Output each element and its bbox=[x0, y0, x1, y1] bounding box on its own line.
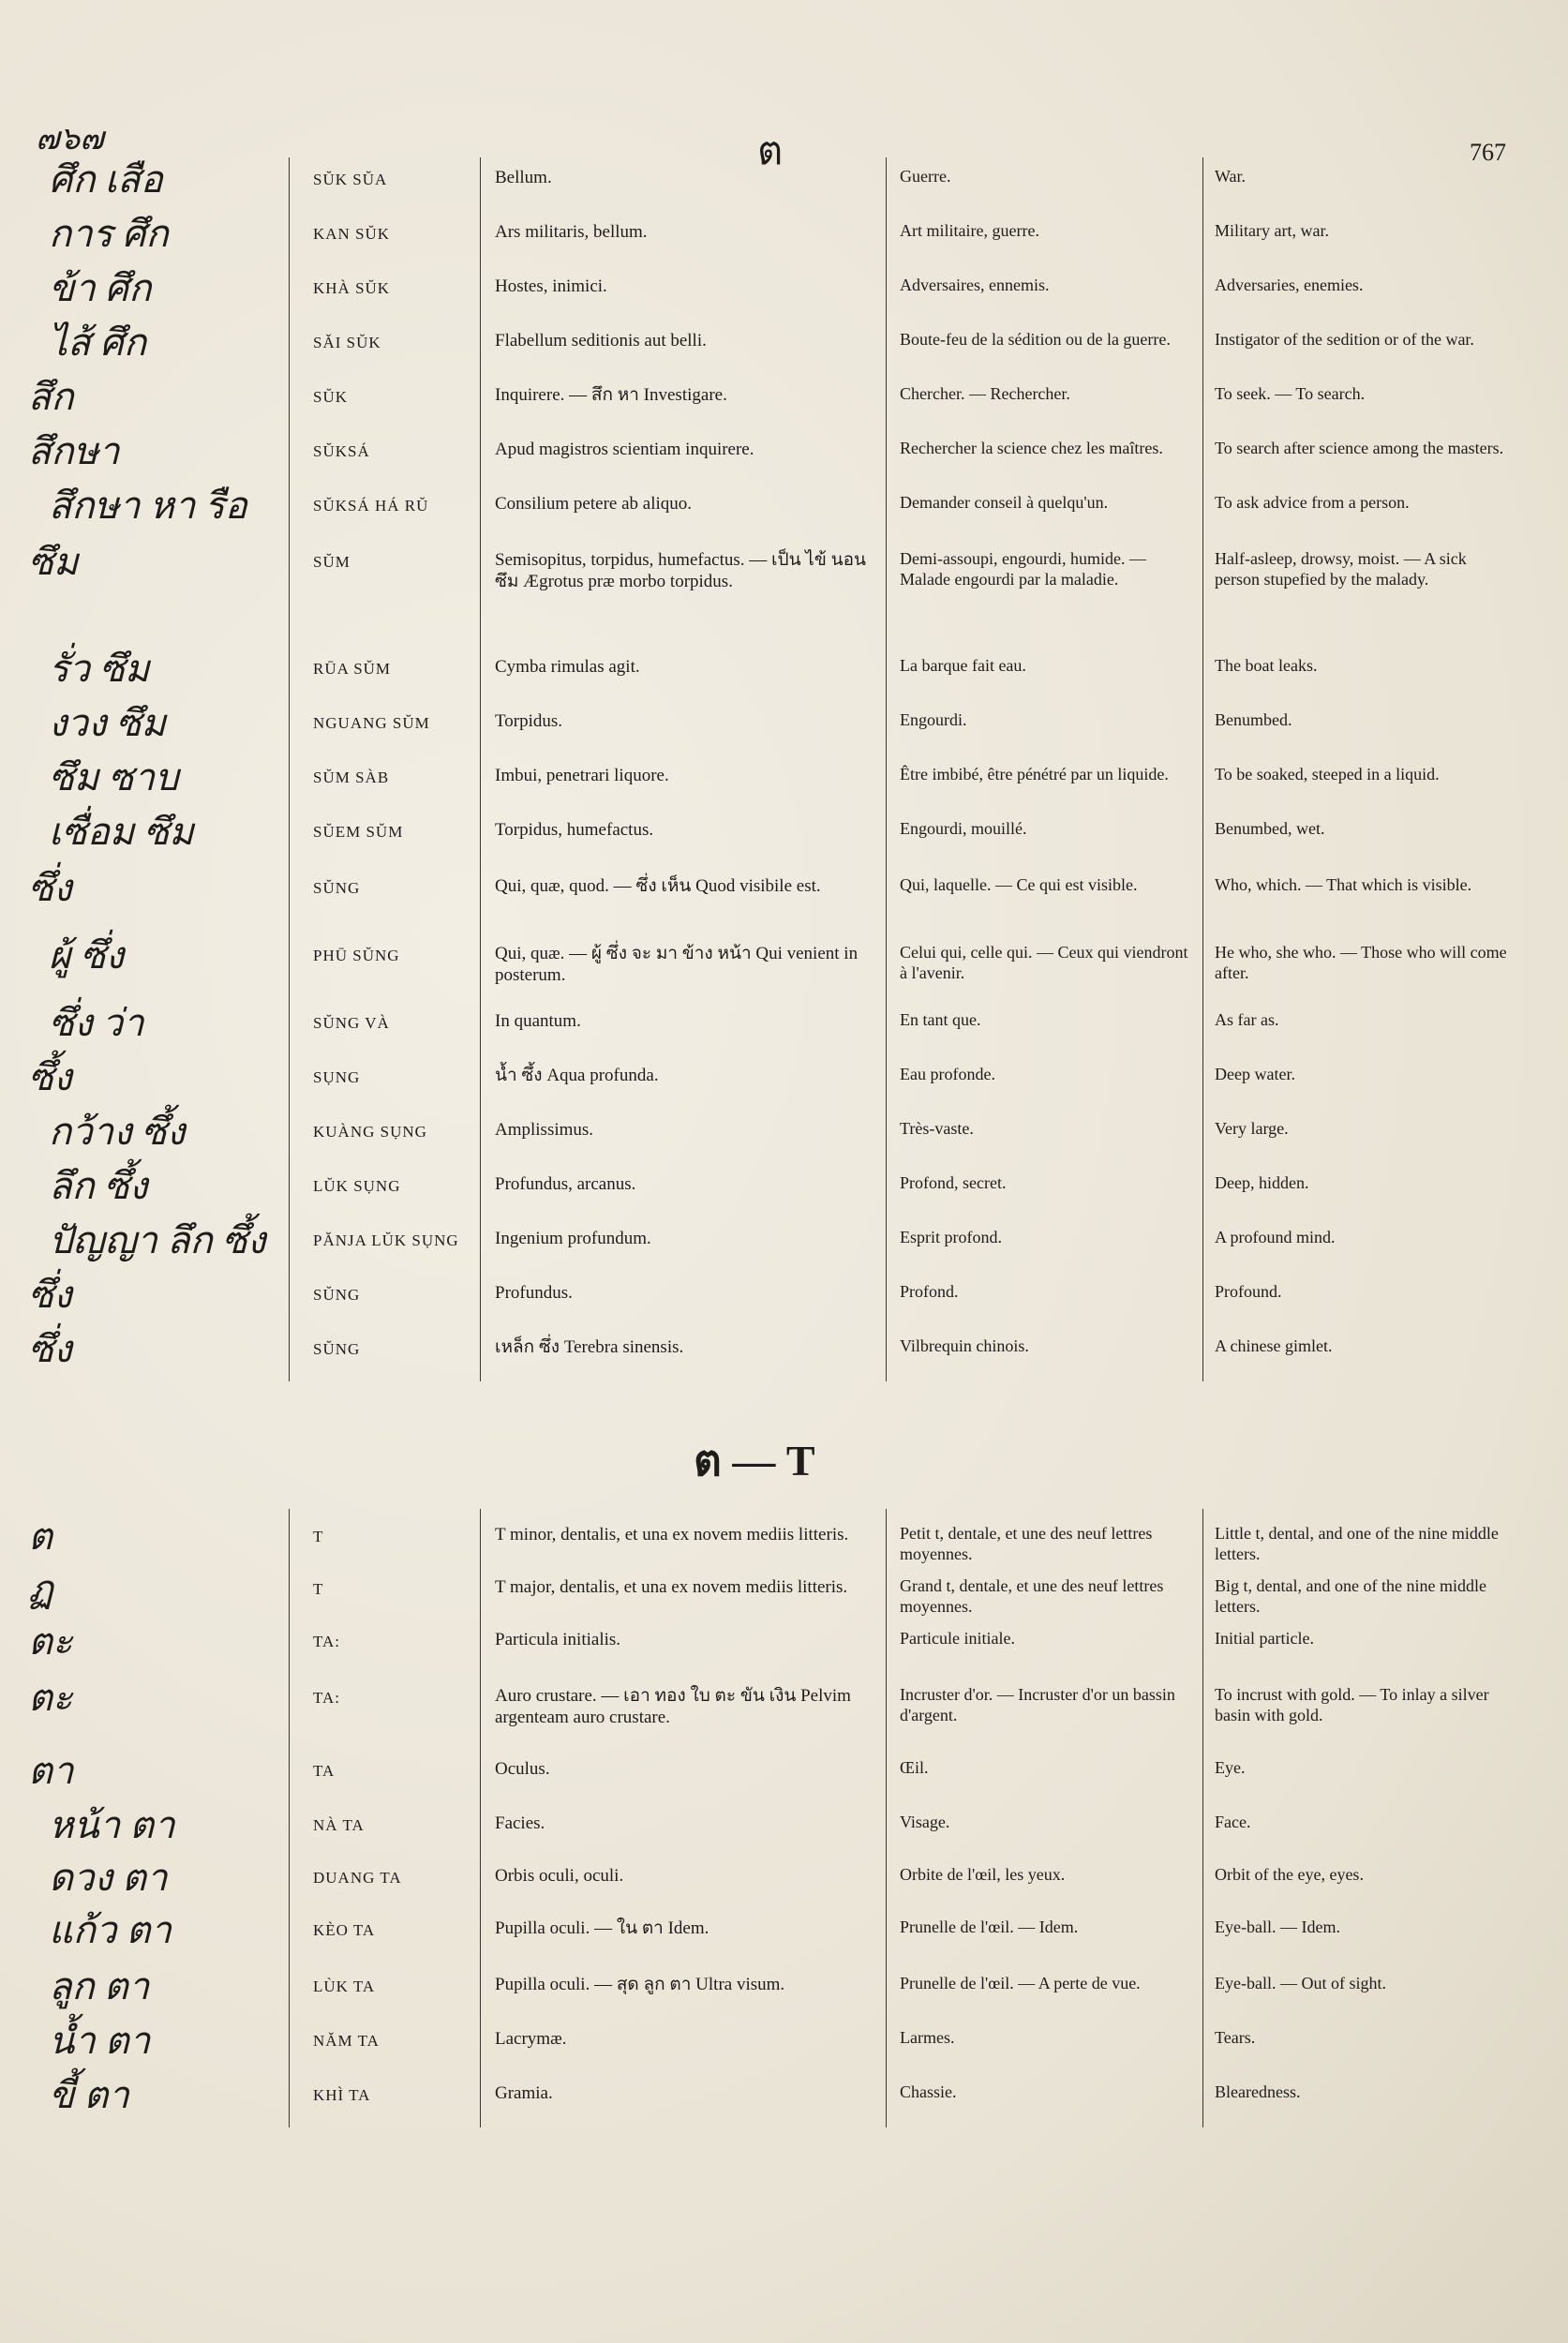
latin-definition: Profundus. bbox=[495, 1283, 573, 1303]
english-definition: To ask advice from a person. bbox=[1215, 493, 1410, 512]
thai-headword: ลึก ซึ้ง bbox=[49, 1165, 148, 1207]
romanization: TA: bbox=[313, 1689, 341, 1707]
thai-headword: สึก bbox=[28, 376, 74, 418]
french-definition: Prunelle de l'œil. — A perte de vue. bbox=[900, 1974, 1141, 1992]
latin-definition: เหล็ก ซึ่ง Terebra sinensis. bbox=[495, 1337, 684, 1357]
french-definition: Eau profonde. bbox=[900, 1065, 995, 1083]
english-definition: War. bbox=[1215, 167, 1247, 186]
thai-headword: ซึ้ง bbox=[28, 1056, 72, 1098]
french-definition: Petit t, dentale, et une des neuf lettres moyennes. bbox=[900, 1524, 1153, 1563]
thai-headword: ต bbox=[28, 1515, 52, 1558]
romanization: SŬNG bbox=[313, 1340, 361, 1358]
latin-definition: Lacrymæ. bbox=[495, 2029, 567, 2049]
thai-headword: กว้าง ซึ้ง bbox=[49, 1111, 186, 1153]
english-definition: Military art, war. bbox=[1215, 221, 1329, 240]
english-definition: To be soaked, steeped in a liquid. bbox=[1215, 765, 1440, 783]
english-definition: Eye. bbox=[1215, 1758, 1246, 1777]
french-definition: Particule initiale. bbox=[900, 1629, 1015, 1648]
latin-definition: Consilium petere ab aliquo. bbox=[495, 494, 693, 514]
latin-definition: Pupilla oculi. — ใน ตา Idem. bbox=[495, 1918, 709, 1938]
latin-definition: Oculus. bbox=[495, 1759, 550, 1779]
french-definition: Orbite de l'œil, les yeux. bbox=[900, 1865, 1066, 1884]
romanization: SŬKSÁ bbox=[313, 442, 370, 460]
latin-definition: Inquirere. — สึก หา Investigare. bbox=[495, 385, 727, 405]
english-definition: To seek. — To search. bbox=[1215, 384, 1366, 403]
romanization: NGUANG SŬM bbox=[313, 714, 430, 732]
english-definition: To incrust with gold. — To inlay a silver basin with gold. bbox=[1215, 1685, 1489, 1724]
romanization: LÙK TA bbox=[313, 1977, 376, 1995]
english-definition: Tears. bbox=[1215, 2028, 1256, 2047]
english-definition: Benumbed. bbox=[1215, 710, 1292, 729]
romanization: KAN SŬK bbox=[313, 225, 391, 243]
thai-headword: หน้า ตา bbox=[49, 1804, 175, 1846]
page-number: 767 bbox=[1470, 139, 1506, 166]
french-definition: Grand t, dentale, et une des neuf lettres moyennes. bbox=[900, 1576, 1164, 1616]
romanization: LŬK SỤNG bbox=[313, 1177, 401, 1195]
latin-definition: Torpidus, humefactus. bbox=[495, 820, 654, 840]
thai-headword: ลูก ตา bbox=[49, 1965, 150, 2007]
romanization: SŬM SÀB bbox=[313, 769, 390, 786]
column-rule bbox=[886, 157, 887, 1381]
thai-headword: น้ำ ตา bbox=[49, 2020, 151, 2062]
romanization: SŬM bbox=[313, 553, 351, 571]
french-definition: Chassie. bbox=[900, 2082, 957, 2101]
english-definition: Blearedness. bbox=[1215, 2082, 1301, 2101]
latin-definition: Cymba rimulas agit. bbox=[495, 657, 640, 677]
latin-definition: น้ำ ซึ้ง Aqua profunda. bbox=[495, 1066, 659, 1085]
thai-headword: การ ศึก bbox=[49, 213, 169, 255]
thai-headword: ขี้ ตา bbox=[49, 2074, 129, 2116]
romanization: T bbox=[313, 1528, 324, 1545]
english-definition: Eye-ball. — Out of sight. bbox=[1215, 1974, 1386, 1992]
english-definition: He who, she who. — Those who will come after. bbox=[1215, 943, 1507, 982]
french-definition: Celui qui, celle qui. — Ceux qui viendront à l'avenir. bbox=[900, 943, 1188, 982]
english-definition: To search after science among the masters. bbox=[1215, 439, 1504, 457]
english-definition: Profound. bbox=[1215, 1282, 1282, 1301]
romanization: SŬKSÁ HÁ RŬ bbox=[313, 497, 429, 515]
french-definition: Larmes. bbox=[900, 2028, 955, 2047]
english-definition: A chinese gimlet. bbox=[1215, 1336, 1333, 1355]
thai-headword: เซื่อม ซึม bbox=[49, 811, 194, 853]
latin-definition: In quantum. bbox=[495, 1011, 581, 1031]
french-definition: Rechercher la science chez les maîtres. bbox=[900, 439, 1163, 457]
french-definition: En tant que. bbox=[900, 1010, 981, 1029]
latin-definition: Facies. bbox=[495, 1813, 545, 1833]
romanization: TA: bbox=[313, 1633, 341, 1650]
french-definition: Demi-assoupi, engourdi, humide. — Malade engourdi par la maladie. bbox=[900, 549, 1146, 589]
latin-definition: Bellum. bbox=[495, 168, 552, 187]
romanization: KUÀNG SỤNG bbox=[313, 1123, 427, 1141]
romanization: SỤNG bbox=[313, 1068, 361, 1086]
french-definition: Demander conseil à quelqu'un. bbox=[900, 493, 1109, 512]
latin-definition: Particula initialis. bbox=[495, 1630, 621, 1649]
thai-headword: สึกษา หา รือ bbox=[49, 485, 247, 527]
thai-headword: ศึก เสือ bbox=[49, 158, 163, 201]
romanization: SŬK bbox=[313, 388, 349, 406]
french-definition: Profond. bbox=[900, 1282, 959, 1301]
latin-definition: Ars militaris, bellum. bbox=[495, 222, 648, 242]
english-definition: Who, which. — That which is visible. bbox=[1215, 875, 1472, 894]
romanization: RŪA SŬM bbox=[313, 660, 392, 678]
romanization: PHŪ SŬNG bbox=[313, 947, 400, 964]
thai-headword: ตะ bbox=[28, 1620, 73, 1663]
thai-page-number: ๗๖๗ bbox=[36, 122, 104, 157]
english-definition: Benumbed, wet. bbox=[1215, 819, 1325, 838]
romanization: SŬEM SŬM bbox=[313, 823, 404, 841]
latin-definition: T major, dentalis, et una ex novem mediis litteris. bbox=[495, 1577, 848, 1597]
latin-definition: Auro crustare. — เอา ทอง ใบ ตะ ขัน เงิน Pelvim argenteam auro crustare. bbox=[495, 1686, 851, 1728]
french-definition: Boute-feu de la sédition ou de la guerre. bbox=[900, 330, 1171, 349]
french-definition: Très-vaste. bbox=[900, 1119, 974, 1138]
english-definition: Deep water. bbox=[1215, 1065, 1295, 1083]
latin-definition: Qui, quæ, quod. — ซึ่ง เห็น Quod visibile est. bbox=[495, 876, 821, 896]
thai-headword: แก้ว ตา bbox=[49, 1909, 172, 1951]
latin-definition: Orbis oculi, oculi. bbox=[495, 1866, 624, 1886]
latin-definition: Torpidus. bbox=[495, 711, 563, 731]
french-definition: Engourdi, mouillé. bbox=[900, 819, 1027, 838]
thai-headword: ตะ bbox=[28, 1677, 73, 1719]
english-definition: Initial particle. bbox=[1215, 1629, 1314, 1648]
romanization: NÀ TA bbox=[313, 1816, 365, 1834]
latin-definition: Profundus, arcanus. bbox=[495, 1174, 636, 1194]
english-definition: Face. bbox=[1215, 1813, 1251, 1831]
thai-headword: สึกษา bbox=[28, 430, 120, 472]
french-definition: Profond, secret. bbox=[900, 1173, 1007, 1192]
french-definition: Art militaire, guerre. bbox=[900, 221, 1039, 240]
column-rule bbox=[289, 157, 290, 1381]
english-definition: Big t, dental, and one of the nine middle letters. bbox=[1215, 1576, 1486, 1616]
french-definition: Esprit profond. bbox=[900, 1228, 1002, 1246]
english-definition: Instigator of the sedition or of the war. bbox=[1215, 330, 1474, 349]
running-header-letter: ต bbox=[757, 130, 784, 173]
thai-headword: ซึม ซาบ bbox=[49, 756, 179, 798]
latin-definition: Qui, quæ. — ผู้ ซึ่ง จะ มา ข้าง หน้า Qui venient in posterum. bbox=[495, 944, 859, 986]
french-definition: Visage. bbox=[900, 1813, 950, 1831]
french-definition: Œil. bbox=[900, 1758, 929, 1777]
french-definition: Vilbrequin chinois. bbox=[900, 1336, 1029, 1355]
latin-definition: Apud magistros scientiam inquirere. bbox=[495, 440, 754, 459]
thai-headword: ผู้ ซึ่ง bbox=[49, 934, 125, 977]
thai-headword: ข้า ศึก bbox=[49, 267, 152, 309]
french-definition: Être imbibé, être pénétré par un liquide. bbox=[900, 765, 1169, 783]
french-definition: Chercher. — Rechercher. bbox=[900, 384, 1070, 403]
column-rule bbox=[886, 1509, 887, 2127]
thai-headword: ซึม bbox=[28, 541, 79, 583]
english-definition: Eye-ball. — Idem. bbox=[1215, 1918, 1340, 1936]
english-definition: Very large. bbox=[1215, 1119, 1289, 1138]
english-definition: Deep, hidden. bbox=[1215, 1173, 1309, 1192]
english-definition: Half-asleep, drowsy, moist. — A sick person stupefied by the malady. bbox=[1215, 549, 1467, 589]
latin-definition: T minor, dentalis, et una ex novem mediis litteris. bbox=[495, 1525, 849, 1545]
french-definition: Guerre. bbox=[900, 167, 951, 186]
thai-headword: ซึ่ง bbox=[28, 1274, 72, 1316]
english-definition: As far as. bbox=[1215, 1010, 1279, 1029]
column-rule bbox=[1202, 157, 1203, 1381]
latin-definition: Gramia. bbox=[495, 2083, 553, 2103]
french-definition: Adversaires, ennemis. bbox=[900, 276, 1050, 294]
thai-headword: งวง ซึม bbox=[49, 702, 167, 744]
thai-headword: ซึ่ง bbox=[28, 867, 72, 909]
latin-definition: Hostes, inimici. bbox=[495, 276, 607, 296]
french-definition: La barque fait eau. bbox=[900, 656, 1026, 675]
french-definition: Prunelle de l'œil. — Idem. bbox=[900, 1918, 1079, 1936]
latin-definition: Amplissimus. bbox=[495, 1120, 594, 1140]
romanization: KHÌ TA bbox=[313, 2086, 371, 2104]
latin-definition: Ingenium profundum. bbox=[495, 1229, 651, 1248]
french-definition: Qui, laquelle. — Ce qui est visible. bbox=[900, 875, 1138, 894]
romanization: PĂNJA LŬK SỤNG bbox=[313, 1231, 459, 1249]
latin-definition: Imbui, penetrari liquore. bbox=[495, 766, 669, 785]
thai-headword: ตา bbox=[28, 1750, 74, 1792]
romanization: SŬNG bbox=[313, 879, 361, 897]
thai-headword: ซึ่ง bbox=[28, 1328, 72, 1370]
column-rule bbox=[480, 1509, 481, 2127]
english-definition: A profound mind. bbox=[1215, 1228, 1336, 1246]
romanization: SǍI SŬK bbox=[313, 334, 381, 351]
romanization: NǍM TA bbox=[313, 2032, 380, 2050]
english-definition: The boat leaks. bbox=[1215, 656, 1318, 675]
thai-headword: ซึ่ง ว่า bbox=[49, 1002, 144, 1044]
thai-headword: ปัญญา ลึก ซึ้ง bbox=[49, 1219, 266, 1261]
english-definition: Orbit of the eye, eyes. bbox=[1215, 1865, 1364, 1884]
romanization: SŬNG VÀ bbox=[313, 1014, 390, 1032]
column-rule bbox=[480, 157, 481, 1381]
romanization: KHÀ SŬK bbox=[313, 279, 391, 297]
latin-definition: Semisopitus, torpidus, humefactus. — เป็น ไข้ นอน ซึม Ægrotus præ morbo torpidus. bbox=[495, 550, 866, 592]
romanization: KÈO TA bbox=[313, 1921, 376, 1939]
latin-definition: Pupilla oculi. — สุด ลูก ตา Ultra visum. bbox=[495, 1975, 785, 1994]
thai-headword: ไส้ ศึก bbox=[49, 321, 147, 364]
section-title: ต — T bbox=[694, 1437, 815, 1485]
thai-headword: ดวง ตา bbox=[49, 1857, 168, 1899]
column-rule bbox=[1202, 1509, 1203, 2127]
latin-definition: Flabellum seditionis aut belli. bbox=[495, 331, 707, 351]
romanization: SŬK SŬA bbox=[313, 171, 388, 188]
french-definition: Incruster d'or. — Incruster d'or un bassin d'argent. bbox=[900, 1685, 1175, 1724]
romanization: DUANG TA bbox=[313, 1869, 402, 1887]
romanization: T bbox=[313, 1580, 324, 1598]
french-definition: Engourdi. bbox=[900, 710, 967, 729]
thai-headword: ฏ bbox=[28, 1568, 53, 1610]
romanization: TA bbox=[313, 1762, 336, 1780]
english-definition: Little t, dental, and one of the nine middle letters. bbox=[1215, 1524, 1499, 1563]
thai-headword: รั่ว ซึม bbox=[49, 648, 150, 690]
english-definition: Adversaries, enemies. bbox=[1215, 276, 1364, 294]
column-rule bbox=[289, 1509, 290, 2127]
romanization: SŬNG bbox=[313, 1286, 361, 1304]
